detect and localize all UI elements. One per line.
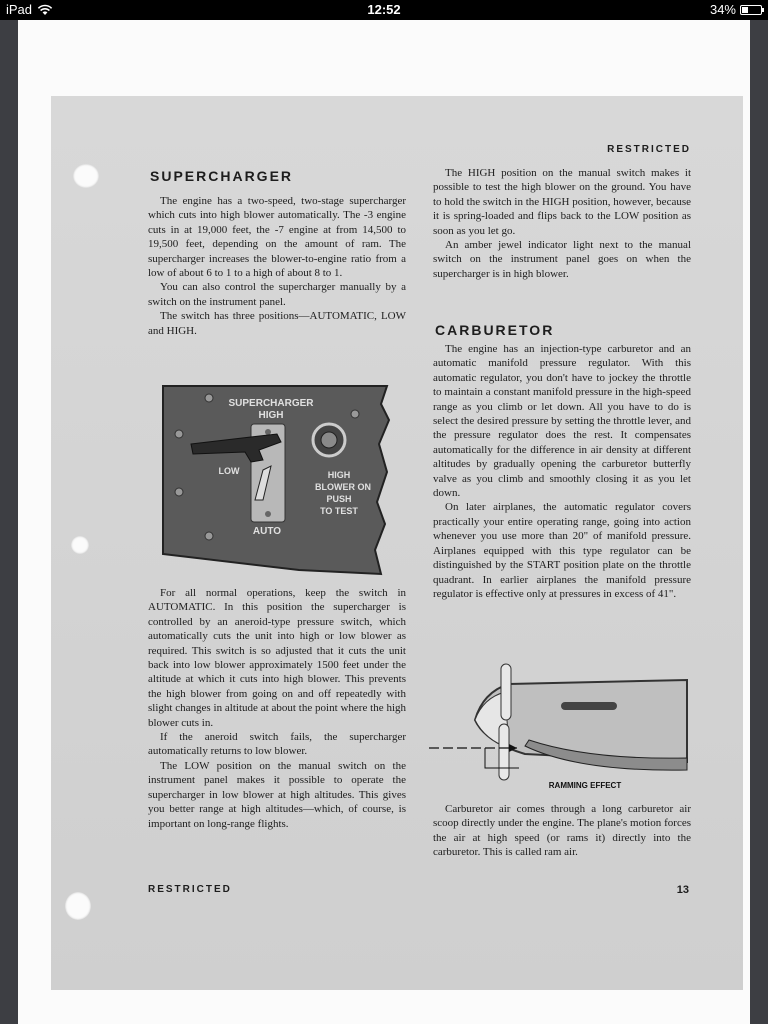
supercharger-heading: SUPERCHARGER xyxy=(150,168,294,184)
plate-screw xyxy=(265,429,271,435)
paragraph: For all normal operations, keep the switch in AUTOMATIC. In this position the supercharger is controlled by an aneroid-type pressure switch, which automatically cuts the unit into high or low blower as required. This switch is so adjusted that it cuts the unit back into low blower approximately 1500 feet under the altitude at which it cuts into high blower. This prevents the high blower from going on and off repeatedly with slight changes in altitude at about the point where the high blower cuts in. xyxy=(148,587,406,729)
carburetor-text xyxy=(433,342,691,601)
punch-hole-top xyxy=(73,164,99,188)
status-right xyxy=(710,0,762,20)
label-push-blower: BLOWER ON xyxy=(315,482,371,492)
high-switch-text xyxy=(433,166,691,281)
status-bar xyxy=(0,0,768,20)
footer-restricted: RESTRICTED xyxy=(148,884,232,895)
ramming-effect-figure xyxy=(429,662,691,796)
battery-percent: 34% xyxy=(709,2,736,17)
paragraph: You can also control the supercharger manually by a switch on the instrument panel. xyxy=(148,281,406,308)
ram-air-text xyxy=(433,802,691,860)
paragraph: The engine has a two-speed, two-stage supercharger which cuts into high blower automatically. The -3 engine cuts in at 19,000 feet, the -7 engine at from 14,500 to 19,500 feet, depending on the amount of ram. The supercharger increases the blower-to-engine ratio from a low of about 6 to 1 to a high of about 8 to 1. xyxy=(148,195,406,280)
paragraph: The HIGH position on the manual switch makes it possible to test the high blower on the ground. You have to hold the switch in the HIGH position, however, because it is spring-loaded and flips back to the LOW position as soon as you let go. xyxy=(433,167,691,237)
header-restricted: RESTRICTED xyxy=(607,144,691,155)
exhaust-stacks xyxy=(561,702,617,710)
supercharger-text-continued xyxy=(148,586,406,831)
label-supercharger: SUPERCHARGER xyxy=(228,398,314,409)
right-viewer-rail xyxy=(750,20,768,1024)
left-viewer-rail xyxy=(0,20,18,1024)
indicator-jewel xyxy=(321,432,337,448)
punch-hole-bottom xyxy=(65,892,91,920)
device-name: iPad xyxy=(6,2,33,17)
propeller-blade-top xyxy=(501,664,511,720)
supercharger-switch-figure xyxy=(159,384,391,576)
paragraph: On later airplanes, the automatic regulator covers practically your entire operating range, going into action whenever you use more than 20" of manifold pressure. Airplanes equipped with this type regulator can be distinguished by the START position plate on the throttle quadrant. In earlier airplanes the manifold pressure regulator is effective only at pressures in excess of 41". xyxy=(433,501,691,600)
panel-screw xyxy=(351,410,359,418)
paragraph: The engine has an injection-type carburetor and an automatic manifold pressure regulator. With this automatic regulator, you don't have to jockey the throttle to maintain a constant manifold pressure in the high-speed range as you climb or let down. All you have to do is select the desired pressure by setting the throttle lever, and the pressure regulator does the rest. It compensates automatically for the difference in air density at different altitudes by gradually opening the carburetor butterfly valve as you climb and smoothly closing it as you let down. xyxy=(433,343,691,500)
clock: 12:52 xyxy=(367,2,401,17)
panel-screw xyxy=(175,430,183,438)
paragraph: Carburetor air comes through a long carburetor air scoop directly under the engine. The plane's motion forces the air at high speed (or rams it) directly into the carburetor. This is called ram air. xyxy=(433,803,691,859)
battery-icon xyxy=(740,5,762,15)
plate-screw xyxy=(265,511,271,517)
paragraph: The switch has three positions—AUTOMATIC, LOW and HIGH. xyxy=(148,310,406,337)
panel-screw xyxy=(205,394,213,402)
panel-screw xyxy=(205,532,213,540)
ramming-effect-caption: RAMMING EFFECT xyxy=(548,781,622,790)
paragraph: If the aneroid switch fails, the supercharger automatically returns to low blower. xyxy=(148,731,406,758)
paragraph: An amber jewel indicator light next to the manual switch on the instrument panel goes on when the supercharger is in high blower. xyxy=(433,239,691,280)
label-to-test: TO TEST xyxy=(320,506,358,516)
propeller-blade-bottom xyxy=(499,724,509,780)
label-push: PUSH xyxy=(326,494,352,504)
label-auto: AUTO xyxy=(252,526,282,537)
battery-level-fill xyxy=(742,7,748,13)
supercharger-text xyxy=(148,194,406,338)
scanned-manual-page xyxy=(51,96,743,990)
label-low: LOW xyxy=(218,466,240,476)
punch-hole-middle xyxy=(71,536,89,554)
label-push-high: HIGH xyxy=(327,470,351,480)
label-high: HIGH xyxy=(258,410,284,421)
page-number: 13 xyxy=(676,884,689,896)
carburetor-heading: CARBURETOR xyxy=(435,322,555,338)
paragraph: The LOW position on the manual switch on the instrument panel makes it possible to operate the supercharger in low blower at high altitudes. This gives you better range at high altitudes—which, of course, is important on long-range flights. xyxy=(148,759,406,830)
panel-screw xyxy=(175,488,183,496)
